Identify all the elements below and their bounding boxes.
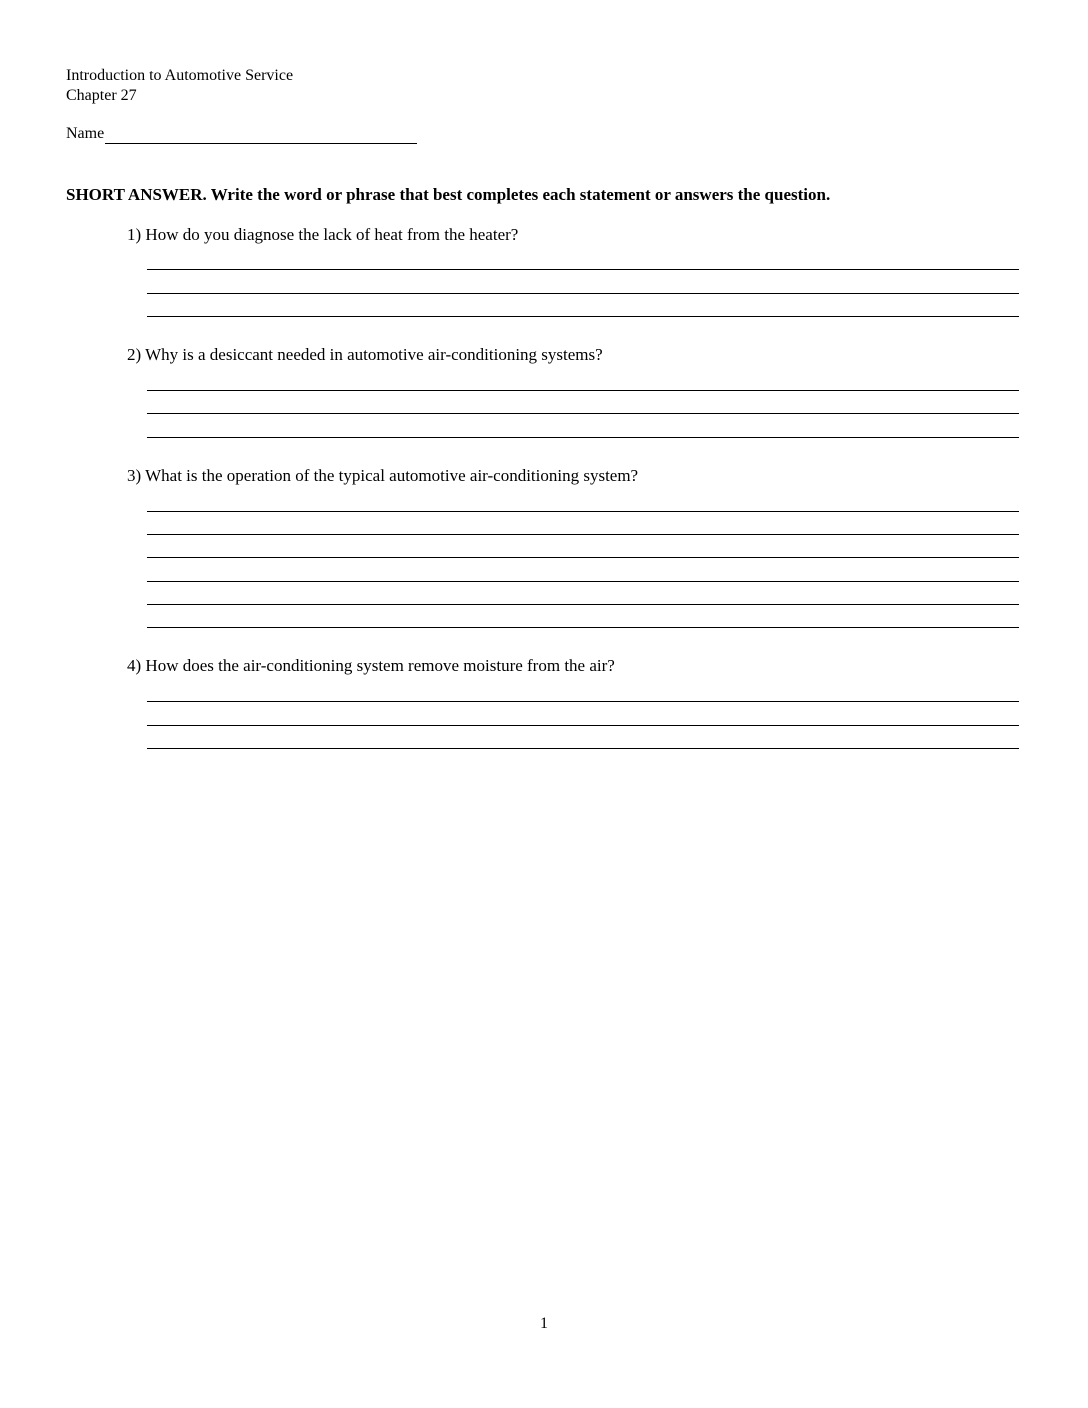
answer-line[interactable] [147, 627, 1019, 628]
answer-line[interactable] [147, 437, 1019, 438]
page-number: 1 [540, 1315, 548, 1332]
answer-line[interactable] [147, 748, 1019, 749]
instructions: SHORT ANSWER. Write the word or phrase that best completes each statement or answers the question. [66, 185, 831, 204]
answer-line[interactable] [147, 316, 1019, 317]
answer-line[interactable] [147, 725, 1019, 726]
answer-line[interactable] [147, 604, 1019, 605]
question-3: 3) What is the operation of the typical automotive air-conditioning system? [127, 466, 639, 485]
chapter-label: Chapter 27 [66, 87, 137, 104]
answer-line[interactable] [147, 413, 1019, 414]
answer-line[interactable] [147, 581, 1019, 582]
answer-line[interactable] [147, 269, 1019, 270]
question-2: 2) Why is a desiccant needed in automotive air-conditioning systems? [127, 345, 603, 364]
answer-line[interactable] [147, 293, 1019, 294]
name-field-row [66, 124, 417, 144]
answer-line[interactable] [147, 534, 1019, 535]
question-1: 1) How do you diagnose the lack of heat from the heater? [127, 225, 519, 244]
answer-line[interactable] [147, 701, 1019, 702]
answer-line[interactable] [147, 390, 1019, 391]
question-4: 4) How does the air-conditioning system remove moisture from the air? [127, 656, 615, 675]
name-input-line[interactable] [105, 124, 417, 144]
answer-line[interactable] [147, 557, 1019, 558]
answer-line[interactable] [147, 511, 1019, 512]
name-label: Name [66, 125, 105, 142]
course-title: Introduction to Automotive Service [66, 67, 294, 84]
